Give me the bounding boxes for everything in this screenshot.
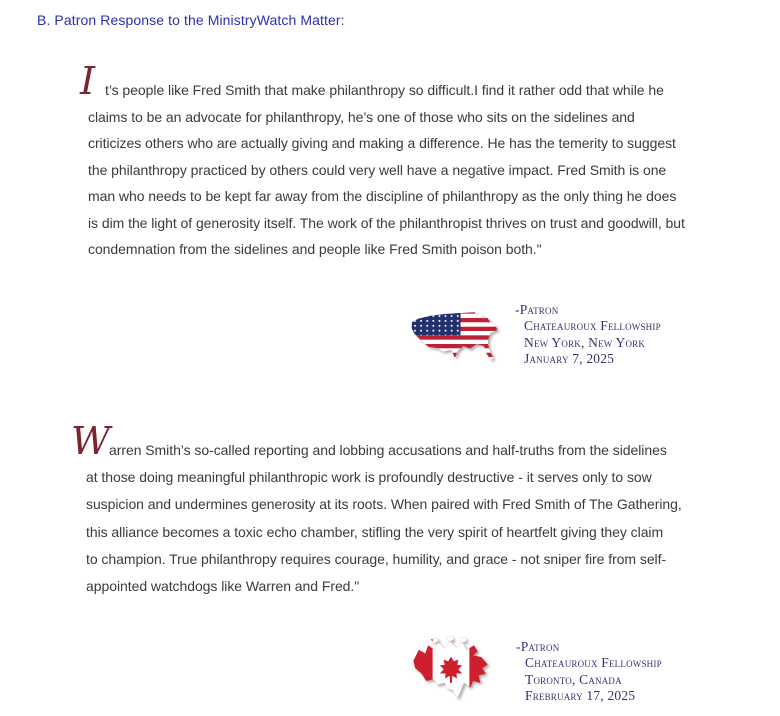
- section-heading: B. Patron Response to the MinistryWatch Matter:: [37, 12, 345, 28]
- quote-line: claims to be an advocate for philanthropy, he’s one of those who sits on the sidelines and: [88, 108, 635, 125]
- attribution-usa: [515, 302, 661, 368]
- quote-line: the philanthropy practiced by others could very well have a negative impact. Fred Smith is one: [88, 161, 667, 178]
- attribution-date: January 7, 2025: [524, 351, 615, 367]
- attribution-name: -Patron: [516, 639, 560, 654]
- quote-line: [71, 419, 726, 464]
- quote-line: criticizes others who are actually giving and making a difference. He has the temerity to suggest: [88, 135, 676, 151]
- attribution-canada: [516, 639, 662, 705]
- quote-line: condemnation from the sidelines and people like Fred Smith poison both.": [88, 241, 542, 257]
- patron-quote-canada: [71, 419, 726, 600]
- quote-line: [80, 59, 728, 104]
- quote-line: is dim the light of generosity itself. The work of the philanthropist thrives on trust and goodwill, but: [88, 214, 685, 231]
- quote-line-text: t’s people like Fred Smith that make philanthropy so difficult.I find it rather odd that while he: [105, 82, 664, 98]
- quote-line: suspicion and undermines generosity at its roots. When paired with Fred Smith of The Gathering,: [86, 496, 682, 513]
- usa-flag-map-icon: [407, 309, 501, 371]
- attribution-location: Toronto, Canada: [525, 671, 622, 687]
- patron-quote-usa: [80, 59, 728, 263]
- attribution-name: -Patron: [515, 302, 559, 317]
- quote-line: to champion. True philanthropy requires courage, humility, and grace - not sniper fire from self-: [86, 550, 667, 567]
- dropcap-letter-i: I: [80, 59, 95, 103]
- quote-line: man who needs to be kept far away from the discipline of philanthropy as the only thing he does: [88, 188, 677, 204]
- attribution-date: Frebruary 17, 2025: [525, 688, 636, 704]
- quote-line: this alliance becomes a toxic echo chamber, stifling the very spirit of heartfelt giving they claim: [86, 523, 664, 540]
- quote-line-text: arren Smith’s so-called reporting and lobbing accusations and half-truths from the sidelines: [109, 442, 667, 458]
- quote-line: appointed watchdogs like Warren and Fred.": [86, 577, 360, 594]
- attribution-org: Chateauroux Fellowship: [524, 318, 661, 334]
- dropcap-letter-w: W: [71, 419, 111, 463]
- attribution-location: New York, New York: [524, 334, 646, 350]
- attribution-org: Chateauroux Fellowship: [525, 655, 662, 671]
- quote-line: at those doing meaningful philanthropic work is profoundly destructive - it serves only to sow: [86, 469, 652, 486]
- canada-flag-map-icon: [404, 636, 498, 709]
